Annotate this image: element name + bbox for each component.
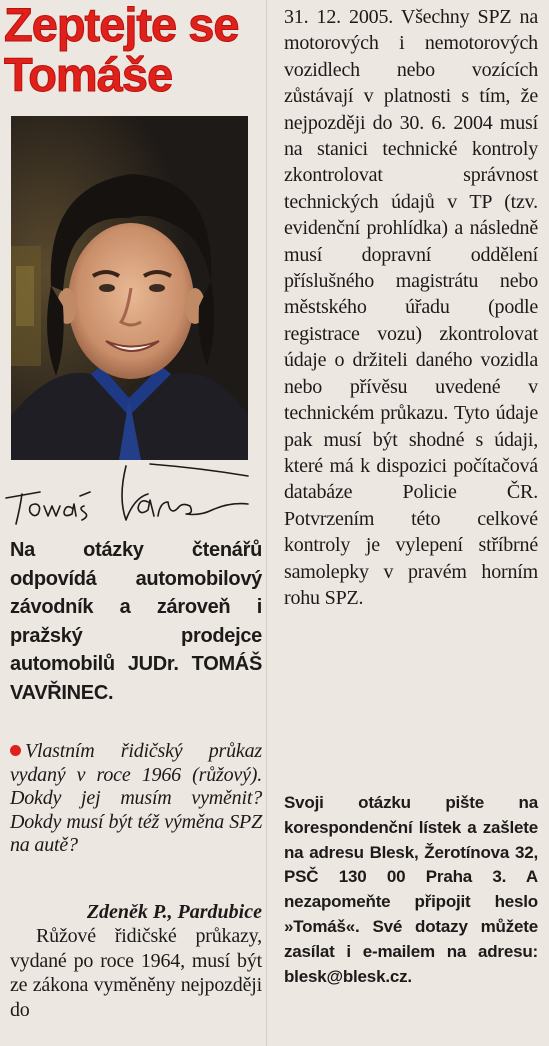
headline-line-1: Zeptejte se <box>4 0 239 51</box>
question-text: Vlastním řidičský průkaz vydaný v roce 1966 (růžový). Dokdy jej musím vyměnit? Dokdy musí být též výměna SPZ na autě? <box>10 740 262 856</box>
intro-lead: Na otázky čtenářů odpovídá automobilový závodník a zároveň i pražský prodejce automobilů JUDr. TOMÁŠ VAVŘINEC. <box>10 539 262 704</box>
answer-continuation: 31. 12. 2005. Všechny SPZ na motorových i nemotorových vozidlech nebo vozících zůstávají v platnosti s tím, že nejpozději do 30. 6. 2004 musí na stanici technické kontroly zkontrolovat správnost technických údajů v TP (tzv. evidenční prohlídka) a následně musí dopravní oddělení příslušného magistrátu nebo městského úřadu (podle registrace vozu) zkontrolovat údaje o držiteli daného vozidla nebo přívěsu uvedené v technickém průkazu. Tyto údaje pak musí být shodné s údaji, které má k dispozici počítačová databáze Policie ČR. Potvrzením této celkové kontroly je vylepení stříbrné samolepky v pravém horním rohu SPZ. <box>284 6 538 609</box>
signature-scrawl <box>0 458 266 530</box>
reader-question <box>10 740 262 858</box>
signature <box>0 458 266 530</box>
column-headline <box>4 0 266 100</box>
right-column <box>272 0 542 1046</box>
answer-start: Růžové řidičské průkazy, vydané po roce 1964, musí být ze zákona vyměněny nejpozději do <box>10 925 262 1021</box>
left-column <box>0 0 266 1046</box>
portrait-photo <box>11 116 248 460</box>
portrait-illustration <box>11 116 248 460</box>
contact-info: Svoji otázku pište na korespondenční lístek a zašlete na adresu Blesk, Žerotínova 32, PSČ 130 00 Praha 3. A nezapomeňte připojit heslo »Tomáš«. Své dotazy můžete zasílat i e-mailem na adresu: blesk@blesk.cz. <box>284 793 538 986</box>
headline-line-2: Tomáše <box>4 48 173 101</box>
column-divider <box>266 0 267 1046</box>
red-bullet-icon <box>10 745 21 756</box>
question-author: Zdeněk P., Pardubice <box>86 901 262 923</box>
